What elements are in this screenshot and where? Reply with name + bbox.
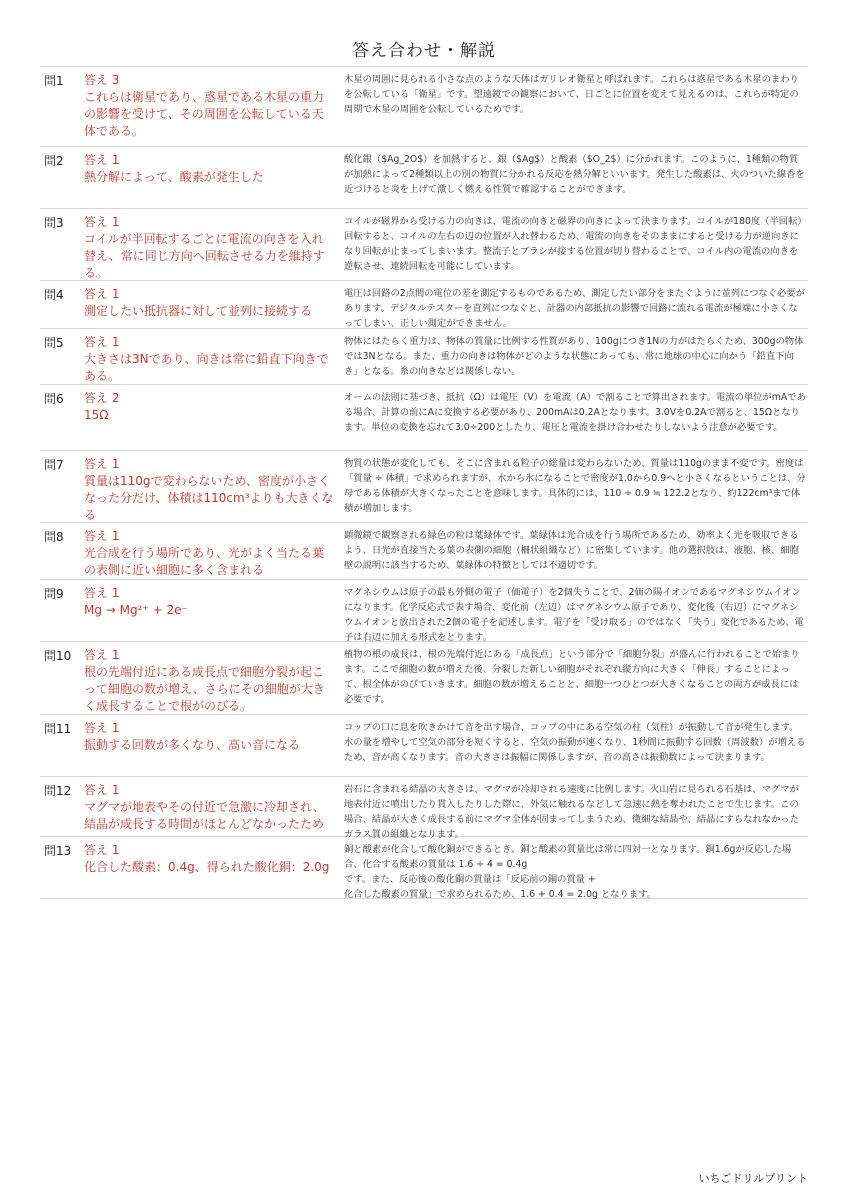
answer-label: 答え 1 (84, 843, 120, 857)
question-row (40, 523, 808, 580)
question-number: 問2 (44, 154, 64, 168)
question-number: 問3 (44, 216, 64, 230)
answer-cell (84, 840, 334, 894)
explanation-text: 物体にはたらく重力は、物体の質量に比例する性質があり、100gにつき1Nの力がはたらくため、300gの物体では3Nとなる。また、重力の向きは物体がどのような状態にあっても、常に地球の中心に向かう「鉛直下向き」となる。糸の向きなどは関係しない。 (344, 336, 804, 377)
answer-text: 15Ω (84, 408, 109, 422)
answer-text: 熱分解によって、酸素が発生した (84, 170, 264, 184)
answer-cell (84, 645, 334, 713)
answer-label: 答え 1 (84, 215, 120, 229)
answer-label: 答え 1 (84, 529, 120, 543)
question-number: 問13 (44, 844, 72, 858)
question-number: 問12 (44, 784, 72, 798)
answer-cell (84, 454, 334, 522)
answer-text: 化合した酸素：0.4g、得られた酸化銅：2.0g (84, 860, 330, 874)
answer-label: 答え 3 (84, 73, 120, 87)
answer-label: 答え 1 (84, 783, 120, 797)
answer-cell (84, 583, 334, 637)
question-row (40, 67, 808, 147)
question-number: 問9 (44, 587, 64, 601)
footer-brand: いちごドリルプリント (698, 1172, 808, 1185)
question-number: 問11 (44, 722, 72, 736)
explanation-text: コイルが磁界から受ける力の向きは、電流の向きと磁界の向きによって決まります。コイルが180度（半回転）回転すると、コイルの左右の辺の位置が入れ替わるため、電流の向きをそのままにすると受ける力が逆向きになり回転が止まってしまいます。整流子とブラシが接する位置が切り替わることで、コイル内の電流の向きを逆転させ、連続回転を可能にしています。 (344, 216, 803, 272)
explanation-text: 植物の根の成長は、根の先端付近にある「成長点」という部分で「細胞分裂」が盛んに行われることで始まります。ここで細胞の数が増えた後、分裂した新しい細胞がそれぞれ縦方向に大きく「伸長」することによって、根全体がのびていきます。細胞の数が増えることと、細胞一つひとつが大きくなることの両方が成長には必要です。 (344, 649, 800, 705)
answer-label: 答え 2 (84, 391, 120, 405)
question-number: 問7 (44, 458, 64, 472)
answer-text: これらは衛星であり、惑星である木星の重力の影響を受けて、その周囲を公転している天体である。 (84, 90, 325, 138)
answer-label: 答え 1 (84, 457, 120, 471)
answer-cell (84, 388, 334, 446)
answer-text: 振動する回数が多くなり、高い音になる (84, 738, 301, 752)
answer-cell (84, 718, 334, 772)
question-row (40, 715, 808, 777)
answer-text: マグマが地表やその付近で急激に冷却され、結晶が成長する時間がほとんどなかったため (84, 800, 325, 831)
answer-label: 答え 1 (84, 586, 120, 600)
answer-label: 答え 1 (84, 335, 120, 349)
question-number: 問6 (44, 392, 64, 406)
answer-text: コイルが半回転するごとに電流の向きを入れ替え、常に同じ方向へ回転させる力を維持する。 (84, 232, 325, 280)
explanation-text: 電圧は回路の2点間の電位の差を測定するものであるため、測定したい部分をまたぐように並列につなぐ必要があります。デジタルテスターを直列につなぐと、計器の内部抵抗の影響で回路に流れる電流が極端に小さくなってしまい、正しい測定ができません。 (344, 288, 805, 329)
answer-cell (84, 526, 334, 575)
question-row (40, 451, 808, 523)
answer-text: 質量は110gで変わらないため、密度が小さくなった分だけ、体積は110cm³よりも大きくなる (84, 474, 334, 522)
answer-cell (84, 284, 334, 324)
answer-cell (84, 332, 334, 383)
explanation-text: 酸化銀（$Ag_2O$）を加熱すると、銀（$Ag$）と酸素（$O_2$）に分かれます。このように、1種類の物質が加熱によって2種類以上の別の物質に分かれる反応を熱分解といいます。発生した酸素は、火のついた線香を近づけると炎を上げて激しく燃える性質で確認することができます。 (344, 154, 805, 195)
explanation-text: 顕微鏡で観察される緑色の粒は葉緑体です。葉緑体は光合成を行う場所であるため、効率よく光を吸収できるよう、日光が直接当たる葉の表側の細胞（柵状組織など）に密集しています。他の選択肢は、液胞、核、細胞壁の説明に該当するため、葉緑体の特徴としては不適切です。 (344, 530, 799, 571)
question-number: 問5 (44, 336, 64, 350)
question-row (40, 209, 808, 281)
answer-cell (84, 212, 334, 280)
explanation-text: オームの法則に基づき、抵抗（Ω）は電圧（V）を電流（A）で割ることで算出されます。電流の単位がmAである場合、計算の前にAに変換する必要があり、200mAは0.2Aとなります。3.0Vを0.2Aで割ると、15Ωとなります。単位の変換を忘れて3.0÷200としたり、電圧と電流を掛け合わせたりしないよう注意が必要です。 (344, 392, 806, 433)
answer-text: 測定したい抵抗器に対して並列に接続する (84, 304, 313, 318)
question-row (40, 281, 808, 329)
answer-label: 答え 1 (84, 721, 120, 735)
answer-cell (84, 780, 334, 832)
answer-table (40, 66, 808, 899)
answer-text: 根の先端付近にある成長点で細胞分裂が起こって細胞の数が増え、さらにその細胞が大きく成長することで根がのびる。 (84, 665, 325, 713)
explanation-text: 物質の状態が変化しても、そこに含まれる粒子の総量は変わらないため、質量は110gのまま不変です。密度は「質量 ÷ 体積」で求められますが、水から氷になることで密度が1.0から0.9へと小さくなるということは、分母である体積が大きくなったことを意味します。具体的には、110 ÷ 0.9 ≒ 122.2となり、約122cm³まで体積が増加します。 (344, 458, 806, 514)
explanation-text: 岩石に含まれる結晶の大きさは、マグマが冷却される速度に比例します。火山岩に見られる石基は、マグマが地表付近に噴出したり貫入したりした際に、外気に触れるなどして急速に熱を奪われたことで生じます。この場合、結晶が大きく成長する前にマグマ全体が固まってしまうため、微細な結晶や、結晶にすらなれなかったガラス質の組織となります。 (344, 784, 799, 840)
question-number: 問1 (44, 74, 64, 88)
question-row (40, 385, 808, 451)
page-title: 答え合わせ・解説 (352, 41, 496, 61)
answer-cell (84, 150, 334, 204)
question-row (40, 777, 808, 840)
explanation-text: 木星の周囲に見られる小さな点のような天体はガリレオ衛星と呼ばれます。これらは惑星である木星のまわりを公転している「衛星」です。望遠鏡での観察において、日ごとに位置を変えて見えるのは、これらが特定の周期で木星の周囲を公転しているためです。 (344, 74, 799, 115)
answer-text: 大きさは3Nであり、向きは常に鉛直下向きである。 (84, 352, 329, 383)
answer-text: 光合成を行う場所であり、光がよく当たる葉の表側に近い細胞に多く含まれる (84, 546, 325, 577)
explanation-text: 銅と酸素が化合して酸化銅ができるとき、銅と酸素の質量比は常に四対一となります。銅1.6gが反応した場合、化合する酸素の質量は 1.6 ÷ 4 = 0.4g です。また、反応後の酸化銅の質量は「反応前の銅の質量 + 化合した酸素の質量」で求められるため、1.6 + 0.4 = 2.0g となります。 (344, 844, 792, 900)
answer-text: Mg → Mg²⁺ + 2e⁻ (84, 603, 188, 617)
explanation-text: コップの口に息を吹きかけて音を出す場合、コップの中にある空気の柱（気柱）が振動して音が発生します。水の量を増やして空気の部分を短くすると、空気の振動が速くなり、1秒間に振動する回数（周波数）が増えるため、音が高くなります。音の大きさは振幅に関係しますが、音の高さは振動数によって決まります。 (344, 722, 806, 763)
answer-cell (84, 70, 334, 142)
question-number: 問8 (44, 530, 64, 544)
answer-label: 答え 1 (84, 153, 120, 167)
explanation-text: マグネシウムは原子の最も外側の電子（価電子）を2個失うことで、2価の陽イオンであるマグネシウムイオンになります。化学反応式で表す場合、変化前（左辺）はマグネシウム原子であり、変化後（右辺）にマグネシウムイオンと放出された2個の電子を記述します。電子を「受け取る」のではなく「失う」変化であるため、電子は右辺に加える形式をとります。 (344, 587, 804, 643)
question-row (40, 837, 808, 899)
answer-label: 答え 1 (84, 648, 120, 662)
question-number: 問10 (44, 649, 72, 663)
question-number: 問4 (44, 288, 64, 302)
question-row (40, 329, 808, 385)
question-row (40, 642, 808, 715)
question-row (40, 580, 808, 642)
question-row (40, 147, 808, 209)
answer-label: 答え 1 (84, 287, 120, 301)
